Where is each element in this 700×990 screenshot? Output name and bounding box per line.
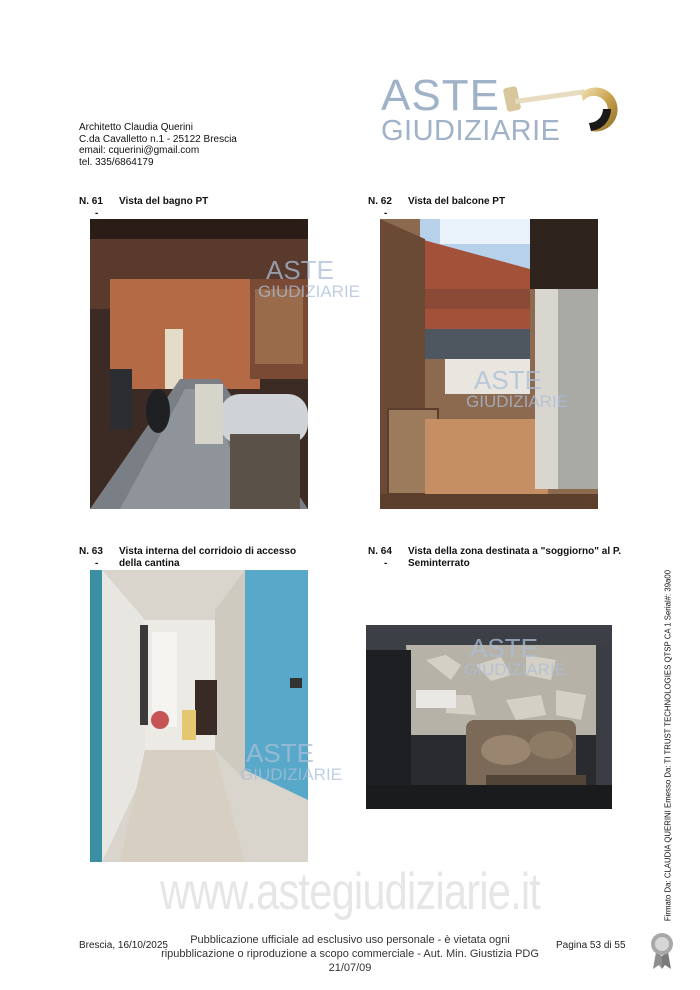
page-number: Pagina 53 di 55 — [556, 940, 626, 951]
author-email: email: cquerini@gmail.com — [79, 145, 200, 156]
caption-photo-62 — [368, 196, 608, 220]
gavel-logo-icon — [493, 79, 618, 139]
logo-line2: GIUDIZIARIE — [381, 115, 561, 147]
footer-date: Brescia, 16/10/2025 — [79, 940, 168, 951]
notice-line1: Pubblicazione ufficiale ad esclusivo uso personale - è vietata ogni — [190, 934, 510, 946]
corridor-image — [90, 570, 308, 862]
signature-text: Firmato Da: CLAUDIA QUERINI Emesso Da: TI TRUST TECHNOLOGIES QTSP CA 1 Serial#: 39a00 — [663, 569, 673, 922]
watermark-line1: ASTE — [246, 738, 314, 768]
notice-line2: ripubblicazione o riproduzione a scopo commerciale - Aut. Min. Giustizia PDG 21/07/09 — [161, 948, 539, 974]
photo-dash: - — [384, 207, 388, 219]
watermark-line2: GIUDIZIARIE — [466, 392, 569, 411]
photo-balcony — [380, 219, 598, 509]
photo-dash: - — [95, 207, 99, 219]
photo-number: N. 62 — [368, 196, 392, 207]
photo-living-room — [366, 625, 612, 809]
photo-caption: Vista del balcone PT — [408, 196, 506, 207]
photo-number: N. 61 — [79, 196, 103, 207]
footer-notice — [140, 933, 560, 975]
site-watermark: www.astegiudiziarie.it — [159, 863, 541, 921]
photo-number: N. 64 — [368, 546, 392, 557]
signature-vertical-text — [662, 562, 674, 932]
photo-number: N. 63 — [79, 546, 103, 557]
author-phone: tel. 335/6864179 — [79, 156, 154, 168]
caption-photo-63 — [79, 546, 319, 570]
caption-photo-64 — [368, 546, 628, 570]
photo-caption: Vista della zona destinata a "soggiorno" al P. Seminterrato — [408, 546, 622, 569]
watermark-line1: ASTE — [474, 365, 542, 395]
photo-dash: - — [95, 557, 99, 569]
photo-caption: Vista interna del corridoio di accesso della cantina — [119, 546, 297, 569]
logo-line1: ASTE — [381, 71, 500, 120]
author-name: Architetto Claudia Querini — [79, 122, 193, 133]
watermark-line2: GIUDIZIARIE — [258, 282, 361, 301]
watermark-line2: GIUDIZIARIE — [240, 765, 343, 784]
caption-photo-61 — [79, 196, 319, 220]
author-block — [79, 122, 237, 168]
photo-caption: Vista del bagno PT — [119, 196, 209, 207]
photo-corridor — [90, 570, 343, 862]
photo-bathroom — [90, 219, 361, 509]
watermark-line1: ASTE — [266, 255, 334, 285]
photo-dash: - — [384, 557, 388, 569]
watermark-line2: GIUDIZIARIE — [464, 660, 567, 679]
balcony-image — [380, 219, 598, 509]
author-address: C.da Cavalletto n.1 - 25122 Brescia — [79, 133, 237, 145]
watermark-line1: ASTE — [470, 633, 538, 663]
seal-ribbon-icon — [650, 932, 674, 970]
aste-giudiziarie-logo — [378, 71, 618, 154]
